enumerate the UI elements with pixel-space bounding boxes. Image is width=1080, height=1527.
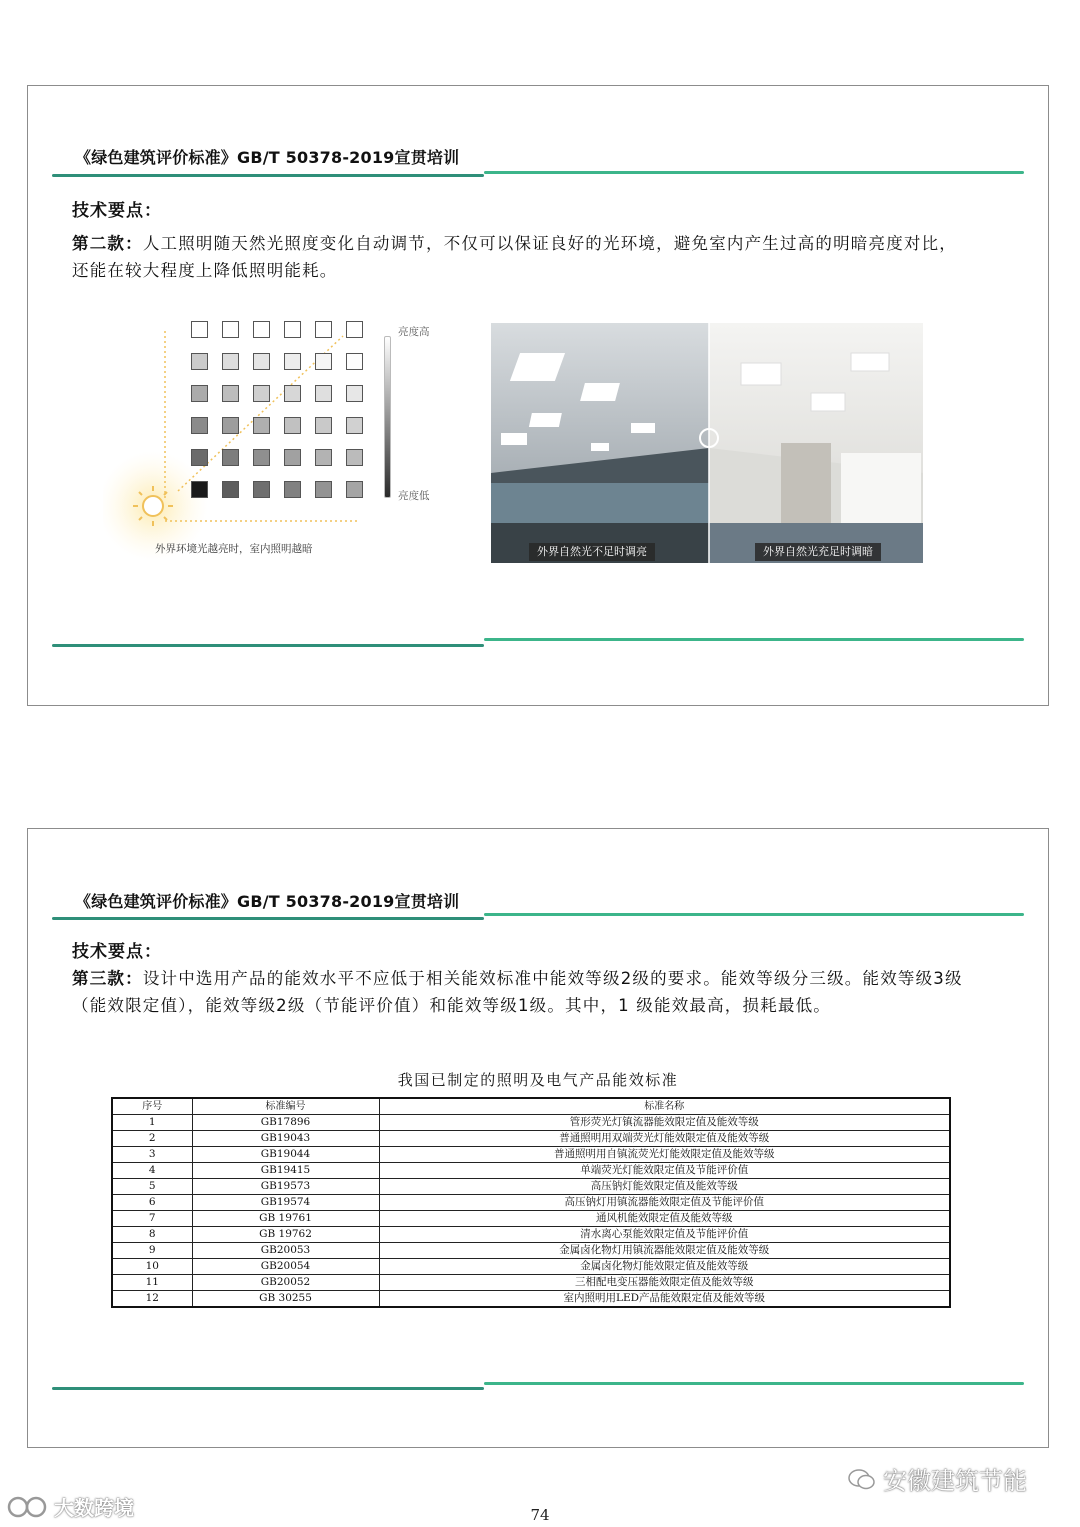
footer-rule-left xyxy=(52,644,484,647)
table-cell: GB 19761 xyxy=(192,1211,379,1227)
brightness-cell xyxy=(253,321,270,338)
table-cell: GB19574 xyxy=(192,1195,379,1211)
table-cell: 2 xyxy=(112,1131,192,1147)
grid-illustration xyxy=(103,311,443,561)
table-cell: GB19044 xyxy=(192,1147,379,1163)
wechat-icon xyxy=(847,1466,877,1492)
table-header-row xyxy=(112,1098,950,1115)
table-row xyxy=(112,1163,950,1179)
brightness-cell xyxy=(315,385,332,402)
table-cell: 11 xyxy=(112,1275,192,1291)
brightness-cell xyxy=(284,385,301,402)
table-cell: 7 xyxy=(112,1211,192,1227)
brightness-cell xyxy=(253,353,270,370)
table-cell: 普通照明用自镇流荧光灯能效限定值及能效等级 xyxy=(379,1147,950,1163)
brightness-cell xyxy=(284,321,301,338)
header-rule-left xyxy=(52,917,484,920)
table-cell: 清水离心泵能效限定值及节能评价值 xyxy=(379,1227,950,1243)
table-row xyxy=(112,1115,950,1131)
office-photo-illustration xyxy=(491,323,923,563)
brightness-cell xyxy=(191,353,208,370)
table-cell: GB17896 xyxy=(192,1115,379,1131)
column-header: 标准编号 xyxy=(192,1098,379,1115)
brightness-cell xyxy=(222,417,239,434)
table-row xyxy=(112,1131,950,1147)
table-cell: GB19573 xyxy=(192,1179,379,1195)
table-row xyxy=(112,1227,950,1243)
table-row xyxy=(112,1243,950,1259)
brightness-cell xyxy=(222,353,239,370)
brightness-cell xyxy=(284,353,301,370)
brightness-cell xyxy=(315,353,332,370)
table-cell: 4 xyxy=(112,1163,192,1179)
table-cell: 高压钠灯用镇流器能效限定值及节能评价值 xyxy=(379,1195,950,1211)
table-cell: 室内照明用LED产品能效限定值及能效等级 xyxy=(379,1291,950,1308)
brightness-grid-figure xyxy=(103,311,443,561)
photo-caption-left: 外界自然光不足时调亮 xyxy=(529,543,655,561)
slide-lighting-control xyxy=(27,85,1049,706)
photo-caption-right: 外界自然光充足时调暗 xyxy=(755,543,881,561)
slide-header-title: 《绿色建筑评价标准》GB/T 50378-2019宣贯培训 xyxy=(75,148,460,167)
brightness-cell xyxy=(346,385,363,402)
brightness-cell xyxy=(253,449,270,466)
clause-text: 人工照明随天然光照度变化自动调节，不仅可以保证良好的光环境，避免室内产生过高的明暗亮度对比，还能在较大程度上降低照明能耗。 xyxy=(72,234,958,280)
subheading: 技术要点： xyxy=(72,201,162,221)
brightness-cell xyxy=(346,481,363,498)
brightness-cell xyxy=(346,321,363,338)
table-row xyxy=(112,1179,950,1195)
slide-header-title: 《绿色建筑评价标准》GB/T 50378-2019宣贯培训 xyxy=(75,892,460,911)
brightness-low-label: 亮度低 xyxy=(398,490,430,502)
slide-energy-efficiency xyxy=(27,828,1049,1448)
subheading: 技术要点： xyxy=(72,942,162,962)
table-cell: 8 xyxy=(112,1227,192,1243)
brightness-cell xyxy=(315,417,332,434)
table-row xyxy=(112,1195,950,1211)
table-title: 我国已制定的照明及电气产品能效标准 xyxy=(397,1071,679,1089)
brightness-cell xyxy=(346,353,363,370)
brightness-cell xyxy=(222,449,239,466)
watermark-right-text: 安徽建筑节能 xyxy=(883,1467,1027,1495)
brightness-cell xyxy=(222,385,239,402)
brightness-cell xyxy=(346,417,363,434)
table-cell: 10 xyxy=(112,1259,192,1275)
table-cell: GB19043 xyxy=(192,1131,379,1147)
brightness-cell xyxy=(284,481,301,498)
footer-rule-left xyxy=(52,1387,484,1390)
table-row xyxy=(112,1147,950,1163)
header-rule-right xyxy=(484,171,1024,174)
brightness-cell xyxy=(315,321,332,338)
table-cell: 3 xyxy=(112,1147,192,1163)
brightness-cell xyxy=(315,481,332,498)
brightness-cell xyxy=(191,417,208,434)
table-cell: 6 xyxy=(112,1195,192,1211)
table-row xyxy=(112,1275,950,1291)
brightness-cell xyxy=(191,481,208,498)
brightness-cell xyxy=(222,321,239,338)
table-row xyxy=(112,1211,950,1227)
table-cell: GB20053 xyxy=(192,1243,379,1259)
table-cell: GB 30255 xyxy=(192,1291,379,1308)
watermark-right xyxy=(847,1461,1027,1496)
brightness-cell xyxy=(284,417,301,434)
watermark-left-text: 大数跨境 xyxy=(54,1496,134,1520)
grid-caption: 外界环境光越亮时，室内照明越暗 xyxy=(155,543,313,555)
standards-table xyxy=(111,1097,951,1308)
brightness-cell xyxy=(346,449,363,466)
brightness-gradient-bar xyxy=(384,336,391,498)
table-cell: 管形荧光灯镇流器能效限定值及能效等级 xyxy=(379,1115,950,1131)
brightness-cell xyxy=(253,481,270,498)
table-cell: 1 xyxy=(112,1115,192,1131)
clause-text: 设计中选用产品的能效水平不应低于相关能效标准中能效等级2级的要求。能效等级分三级。能效等级3级（能效限定值），能效等级2级（节能评价值）和能效等级1级。其中，1 级能效最高，损耗最低。 xyxy=(72,969,963,1015)
header-rule-right xyxy=(484,913,1024,916)
table-cell: 9 xyxy=(112,1243,192,1259)
brightness-cell xyxy=(191,449,208,466)
table-cell: 高压钠灯能效限定值及能效等级 xyxy=(379,1179,950,1195)
brightness-cell xyxy=(284,449,301,466)
header-rule-left xyxy=(52,174,484,177)
table-cell: 5 xyxy=(112,1179,192,1195)
column-header: 序号 xyxy=(112,1098,192,1115)
table-cell: GB19415 xyxy=(192,1163,379,1179)
brightness-cell xyxy=(222,481,239,498)
table-cell: 12 xyxy=(112,1291,192,1308)
page-number: 74 xyxy=(530,1506,550,1524)
table-cell: 三相配电变压器能效限定值及能效等级 xyxy=(379,1275,950,1291)
table-cell: 金属卤化物灯用镇流器能效限定值及能效等级 xyxy=(379,1243,950,1259)
table-row xyxy=(112,1259,950,1275)
footer-rule-right xyxy=(484,1382,1024,1385)
table-row xyxy=(112,1291,950,1308)
brightness-cell xyxy=(191,385,208,402)
office-lighting-photo xyxy=(491,323,923,563)
table-cell: GB20052 xyxy=(192,1275,379,1291)
table-cell: 通风机能效限定值及能效等级 xyxy=(379,1211,950,1227)
table-cell: 普通照明用双端荧光灯能效限定值及能效等级 xyxy=(379,1131,950,1147)
column-header: 标准名称 xyxy=(379,1098,950,1115)
brightness-cell xyxy=(315,449,332,466)
table-cell: GB20054 xyxy=(192,1259,379,1275)
table-cell: 金属卤化物灯能效限定值及能效等级 xyxy=(379,1259,950,1275)
brightness-cell xyxy=(253,417,270,434)
footer-rule-right xyxy=(484,638,1024,641)
clause-label: 第三款： xyxy=(72,969,143,988)
clause-paragraph xyxy=(72,965,972,1019)
table-cell: GB 19762 xyxy=(192,1227,379,1243)
clause-label: 第二款： xyxy=(72,234,143,253)
brightness-cell xyxy=(191,321,208,338)
table-cell: 单端荧光灯能效限定值及节能评价值 xyxy=(379,1163,950,1179)
clause-paragraph xyxy=(72,230,972,284)
brightness-high-label: 亮度高 xyxy=(398,326,430,338)
brightness-cell xyxy=(253,385,270,402)
